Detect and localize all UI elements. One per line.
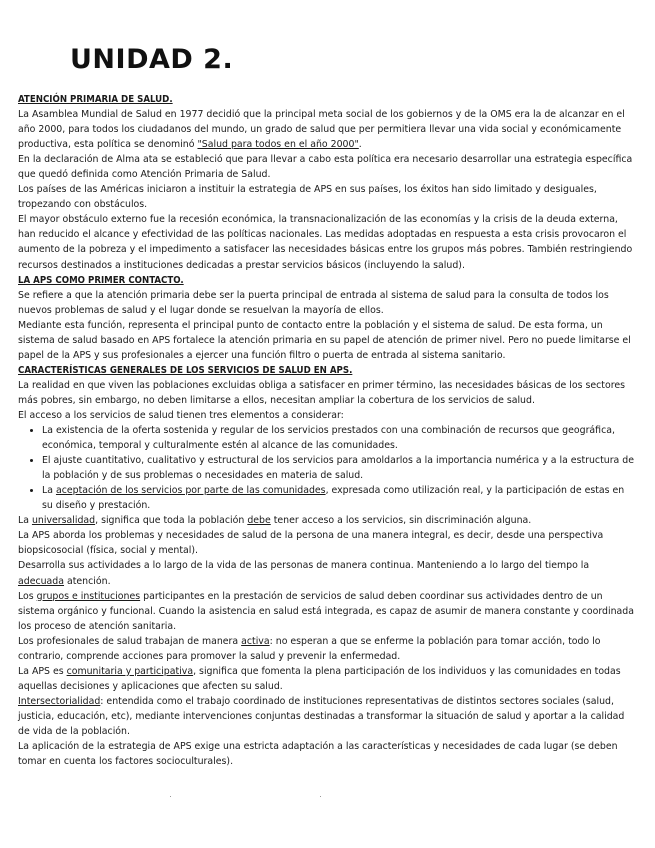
paragraph: La universalidad, significa que toda la población debe tener acceso a los servicios, sin discriminación alguna. xyxy=(18,515,532,527)
paragraph: Mediante esta función, representa el principal punto de contacto entre la población y el sistema de salud. De esta forma, un sistema de salud basado en APS fortalece la atención primaria en su papel de atención de primer nivel. Pero no puede limitarse el papel de la APS y sus profesionales a ejercer una función filtro o puerta de entrada al sistema sanitario. xyxy=(18,319,631,361)
paragraph: La aplicación de la estrategia de APS exige una estricta adaptación a las características y necesidades de cada lugar (se deben tomar en cuenta los factores socioculturales). xyxy=(18,741,618,768)
list-item: • La aceptación de los servicios por parte de las comunidades, expresada como utilización real, y la participación de estas en su diseño y prestación. xyxy=(42,483,638,513)
list-item: • La existencia de la oferta sostenida y regular de los servicios prestados con una combinación de recursos que geográfica, económica, temporal y culturalmente estén al alcance de las comunidades. xyxy=(42,423,638,453)
paragraph: La Asamblea Mundial de Salud en 1977 decidió que la principal meta social de los gobiernos y de la OMS era la de alcanzar en el año 2000, para todos los ciudadanos del mundo, un grado de salud que per permitiera llevar una vida social y económicamente productiva, esta política se denominó "Salud para todos en el año 2000". xyxy=(18,109,625,151)
section-heading-aps: ATENCIÓN PRIMARIA DE SALUD. xyxy=(18,94,173,105)
bullet-list xyxy=(18,423,638,513)
document-body xyxy=(18,92,638,769)
speck xyxy=(170,796,171,797)
underlined-word: debe xyxy=(247,515,271,527)
section-heading-caracteristicas: CARACTERÍSTICAS GENERALES DE LOS SERVICIOS DE SALUD EN APS. xyxy=(18,364,353,376)
underlined-word: universalidad xyxy=(31,515,96,527)
paragraph: La APS es comunitaria y participativa, significa que fomenta la plena participación de los individuos y las comunidades en todas aquellas decisiones y aplicaciones que afecten su salud. xyxy=(18,665,621,692)
paragraph: Intersectorialidad: entendida como el trabajo coordinado de instituciones representativas de distintos sectores sociales (salud, justicia, educación, etc), mediante intervenciones conjuntas destinadas a transformar la situación de salud y aportar a la calidad de vida de la población. xyxy=(18,695,625,737)
paragraph: El mayor obstáculo externo fue la recesión económica, la transnacionalización de las economías y la crisis de la deuda externa, han reducido el alcance y efectividad de las políticas nacionales. Las medidas adoptadas en respuesta a esta crisis provocaron el aumento de la pobreza y el impedimento a satisfacer las necesidades básicas entre los grupos más pobres. También restringiendo recursos destinados a instituciones dedicadas a prestar servicios básicos (incluyendo la salud). xyxy=(18,214,633,271)
underlined-phrase: comunitaria y participativa xyxy=(66,665,194,677)
speck xyxy=(320,796,321,797)
scan-specks xyxy=(170,795,340,799)
paragraph: La APS aborda los problemas y necesidades de salud de la persona de una manera integral, es decir, desde una perspectiva biopsicosocial (física, social y mental). xyxy=(18,530,604,557)
underlined-phrase: aceptación de los servicios por parte de las comunidades xyxy=(55,485,326,497)
underlined-phrase: "Salud para todos en el año 2000" xyxy=(197,139,359,151)
underlined-word: Intersectorialidad xyxy=(18,695,101,707)
section-heading-primer-contacto: LA APS COMO PRIMER CONTACTO. xyxy=(18,274,184,286)
underlined-word: activa xyxy=(241,635,270,647)
paragraph: En la declaración de Alma ata se estableció que para llevar a cabo esta política era necesario desarrollar una estrategia específica que quedó definida como Atención Primaria de Salud. xyxy=(18,154,633,181)
paragraph: La realidad en que viven las poblaciones excluidas obliga a satisfacer en primer término, las necesidades básicas de los sectores más pobres, sin embargo, no deben limitarse a ellos, necesitan ampliar la cobertura de los servicios de salud. xyxy=(18,379,626,406)
page-title: UNIDAD 2. xyxy=(70,44,234,75)
paragraph: Los grupos e instituciones participantes en la prestación de servicios de salud deben coordinar sus actividades dentro de un sistema orgánico y funcional. Cuando la asistencia en salud está integrada, es capaz de asumir de manera constante y coordinada los proceso de atención sanitaria. xyxy=(18,590,634,632)
paragraph: El acceso a los servicios de salud tienen tres elementos a considerar: xyxy=(18,409,344,421)
paragraph: Los países de las Américas iniciaron a instituir la estrategia de APS en sus países, los éxitos han sido limitado y desiguales, tropezando con obstáculos. xyxy=(18,184,597,211)
paragraph: Se refiere a que la atención primaria debe ser la puerta principal de entrada al sistema de salud para la consulta de todos los nuevos problemas de salud y el lugar donde se resuelvan la mayoría de ellos. xyxy=(18,289,609,316)
underlined-phrase: grupos e instituciones xyxy=(36,590,141,602)
paragraph: Desarrolla sus actividades a lo largo de la vida de las personas de manera continua. Manteniendo a lo largo del tiempo la adecuada atención. xyxy=(18,560,590,587)
underlined-word: adecuada xyxy=(18,575,65,587)
paragraph: Los profesionales de salud trabajan de manera activa: no esperan a que se enferme la población para tomar acción, todo lo contrario, comprende acciones para promover la salud y prevenir la enfermedad. xyxy=(18,635,601,662)
list-item: • El ajuste cuantitativo, cualitativo y estructural de los servicios para amoldarlos a la importancia numérica y a la estructura de la población y de sus problemas o necesidades en materia de salud. xyxy=(42,453,638,483)
